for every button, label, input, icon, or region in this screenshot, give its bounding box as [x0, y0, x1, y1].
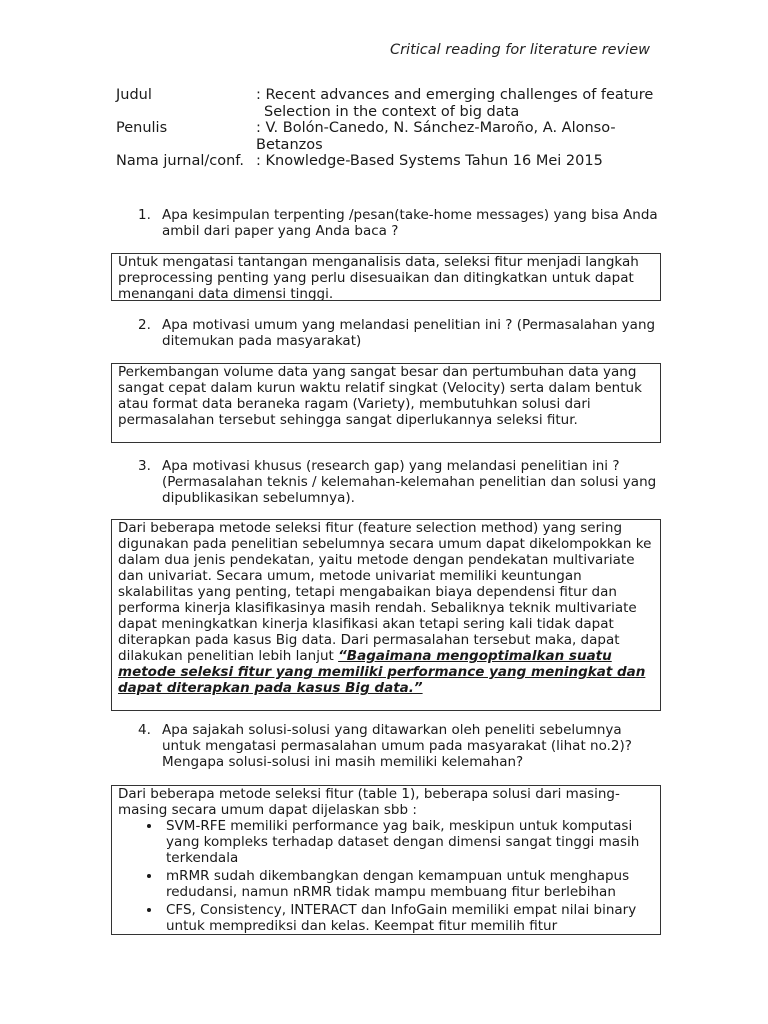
question-4: [138, 722, 658, 770]
answer-box-4: [111, 785, 661, 935]
answer-text: Dari beberapa metode seleksi fitur (feature selection method) yang sering digunakan pada penelitian sebelumnya secara umum dapat dikelompokkan ke dalam dua jenis pendekatan, yaitu metode dengan pendekatan multivariate dan univariat. Secara umum, metode univariat memiliki keuntungan skalabilitas yang penting, tetapi mengabaikan biaya dependensi fitur dan performa kinerja klasifikasinya masih rendah. Sebaliknya teknik multivariate dapat meningkatkan kinerja klasifikasi akan tetapi sering kali tidak dapat diterapkan pada kasus Big data. Dari permasalahan tersebut maka, dapat dilakukan penelitian lebih lanjut: [118, 520, 652, 664]
question-text: Apa kesimpulan terpenting /pesan(take-home messages) yang bisa Anda ambil dari paper yang Anda baca ?: [162, 207, 658, 239]
answer-text: Untuk mengatasi tantangan menganalisis data, seleksi fitur menjadi langkah preprocessing penting yang perlu disesuaikan dan ditingkatkan untuk dapat menangani data dimensi tinggi.: [118, 254, 639, 301]
answer-box-3: [111, 519, 661, 711]
penulis-row: [116, 120, 656, 153]
question-1: [138, 207, 658, 239]
question-2: [138, 317, 658, 349]
judul-value: : Recent advances and emerging challenges of feature: [256, 87, 654, 103]
question-text: Apa motivasi khusus (research gap) yang melandasi penelitian ini ? (Permasalahan teknis / kelemahan-kelemahan penelitian dan solusi yang dipublikasikan sebelumnya).: [162, 458, 657, 506]
question-text: Apa motivasi umum yang melandasi penelitian ini ? (Permasalahan yang ditemukan pada masyarakat): [162, 317, 656, 349]
research-question-emphasis: “Bagaimana mengoptimalkan suatu metode seleksi fitur yang memiliki performance yang meningkat dan dapat diterapkan pada kasus Big data.”: [118, 648, 646, 696]
jurnal-row: [116, 153, 656, 170]
question-text: Apa sajakah solusi-solusi yang ditawarkan oleh peneliti sebelumnya untuk mengatasi permasalahan umum pada masyarakat (lihat no.2)? Mengapa solusi-solusi ini masih memiliki kelemahan?: [162, 722, 632, 770]
answer-box-2: [111, 363, 661, 443]
paper-metadata: [116, 87, 656, 170]
question-number: 1.: [138, 207, 151, 223]
jurnal-value: : Knowledge-Based Systems Tahun 16 Mei 2015: [256, 153, 603, 170]
list-item: • CFS, Consistency, INTERACT dan InfoGain memiliki empat nilai binary untuk memprediksi dan kelas. Keempat fitur memilih fitur: [162, 902, 654, 934]
question-number: 2.: [138, 317, 151, 333]
solution-list: [118, 818, 654, 934]
question-number: 4.: [138, 722, 151, 738]
answer-text: Perkembangan volume data yang sangat besar dan pertumbuhan data yang sangat cepat dalam kurun waktu relatif singkat (Velocity) serta dalam bentuk atau format data beraneka ragam (Variety), membutuhkan solusi dari permasalahan tersebut sehingga sangat diperlukannya seleksi fitur.: [118, 364, 642, 428]
penulis-value: : V. Bolón-Canedo, N. Sánchez-Maroño, A. Alonso-Betanzos: [256, 120, 616, 153]
judul-continuation: Selection in the context of big data: [264, 103, 520, 120]
document-header: Critical reading for literature review: [389, 42, 650, 58]
answer-intro: Dari beberapa metode seleksi fitur (table 1), beberapa solusi dari masing-masing secara umum dapat dijelaskan sbb :: [118, 786, 620, 818]
list-item: • SVM-RFE memiliki performance yag baik, meskipun untuk komputasi yang kompleks terhadap dataset dengan dimensi sangat tinggi masih terkendala: [162, 818, 654, 866]
list-item: • mRMR sudah dikembangkan dengan kemampuan untuk menghapus redudansi, namun nRMR tidak mampu membuang fitur berlebihan: [162, 868, 654, 900]
judul-row: [116, 87, 656, 104]
question-3: [138, 458, 658, 506]
question-number: 3.: [138, 458, 151, 474]
jurnal-label: Nama jurnal/conf.: [116, 153, 244, 170]
penulis-label: Penulis: [116, 120, 168, 137]
judul-label: Judul: [116, 87, 152, 103]
answer-box-1: [111, 253, 661, 301]
